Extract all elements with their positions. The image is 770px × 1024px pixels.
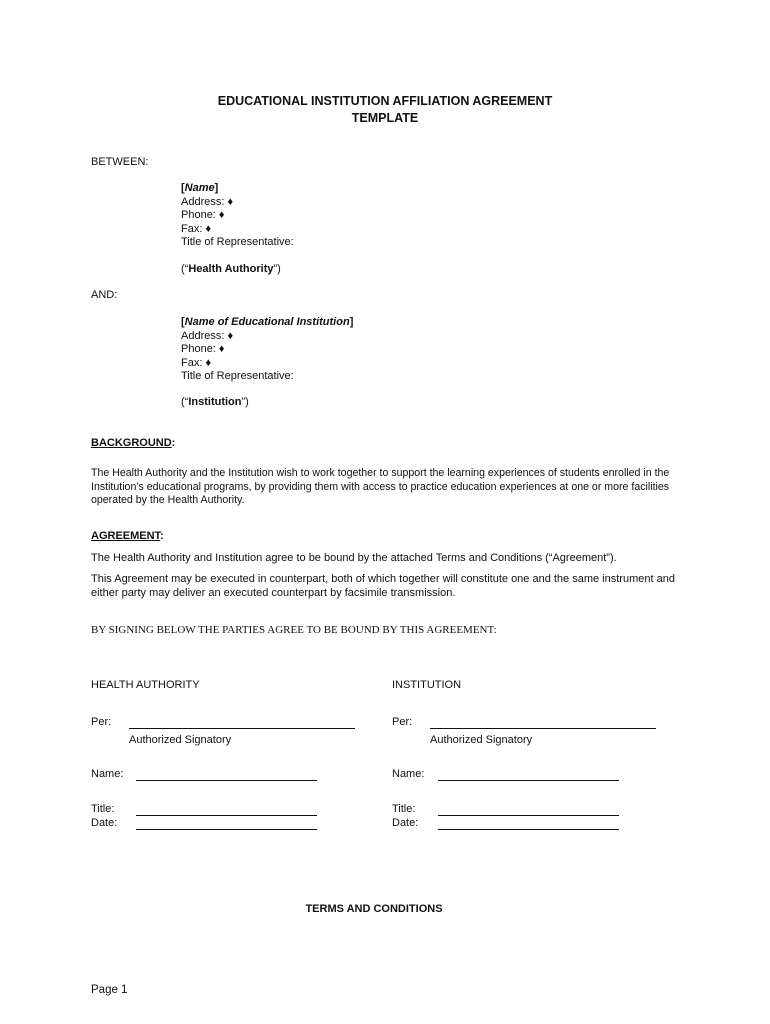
party2-phone: Phone: ♦ (181, 343, 225, 355)
party1-alias: (“Health Authority”) (181, 263, 281, 275)
page-number: Page 1 (91, 984, 128, 996)
party2-alias: (“Institution”) (181, 396, 249, 408)
party1-name: [Name] (181, 182, 219, 194)
background-paragraph: The Health Authority and the Institution wish to work together to support the learning experiences of students enrolled in the Institution’s educational programs, by providing them with access to practice education experiences at one or more facilities operated by the Health Authority. (91, 467, 670, 506)
left-name-label: Name: (91, 768, 124, 780)
right-per-label: Per: (392, 716, 413, 728)
party1-address: Address: ♦ (181, 195, 234, 208)
right-signature-line[interactable] (430, 728, 656, 729)
party2-representative: Title of Representative: (181, 370, 294, 382)
left-per-label: Per: (91, 716, 112, 728)
between-label: BETWEEN: (91, 156, 149, 168)
party1-representative: Title of Representative: (181, 236, 294, 248)
left-date-line[interactable] (136, 829, 317, 830)
right-authorized-signatory: Authorized Signatory (430, 734, 533, 746)
agreement-paragraph-1: The Health Authority and Institution agree to be bound by the attached Terms and Conditions (“Agreement”). (91, 552, 617, 564)
left-title-line[interactable] (136, 815, 317, 816)
signing-statement: BY SIGNING BELOW THE PARTIES AGREE TO BE BOUND BY THIS AGREEMENT: (91, 624, 497, 636)
document-title: EDUCATIONAL INSTITUTION AFFILIATION AGREEMENT (217, 94, 553, 108)
and-label: AND: (91, 289, 118, 301)
left-name-line[interactable] (136, 780, 317, 781)
document-subtitle: TEMPLATE (351, 111, 419, 125)
right-date-line[interactable] (438, 829, 619, 830)
right-title-label: Title: (392, 803, 416, 815)
terms-heading: TERMS AND CONDITIONS (305, 903, 443, 915)
party1-phone: Phone: ♦ (181, 209, 225, 221)
health-authority-heading: HEALTH AUTHORITY (91, 679, 200, 691)
left-signature-line[interactable] (129, 728, 355, 729)
party1-fax: Fax: ♦ (181, 222, 212, 235)
right-date-label: Date: (392, 817, 419, 829)
party2-address: Address: ♦ (181, 329, 234, 342)
right-name-line[interactable] (438, 780, 619, 781)
left-date-label: Date: (91, 817, 118, 829)
party2-fax: Fax: ♦ (181, 356, 212, 369)
left-authorized-signatory: Authorized Signatory (129, 734, 232, 746)
left-title-label: Title: (91, 803, 115, 815)
party2-name: [Name of Educational Institution] (181, 316, 354, 328)
agreement-heading: AGREEMENT: (91, 530, 164, 542)
institution-heading: INSTITUTION (392, 679, 462, 691)
background-heading: BACKGROUND: (91, 437, 176, 449)
agreement-paragraph-2: This Agreement may be executed in counterpart, both of which together will constitute one and the same instrument and either party may deliver an executed counterpart by facsimile transmission. (91, 573, 675, 599)
right-title-line[interactable] (438, 815, 619, 816)
right-name-label: Name: (392, 768, 425, 780)
